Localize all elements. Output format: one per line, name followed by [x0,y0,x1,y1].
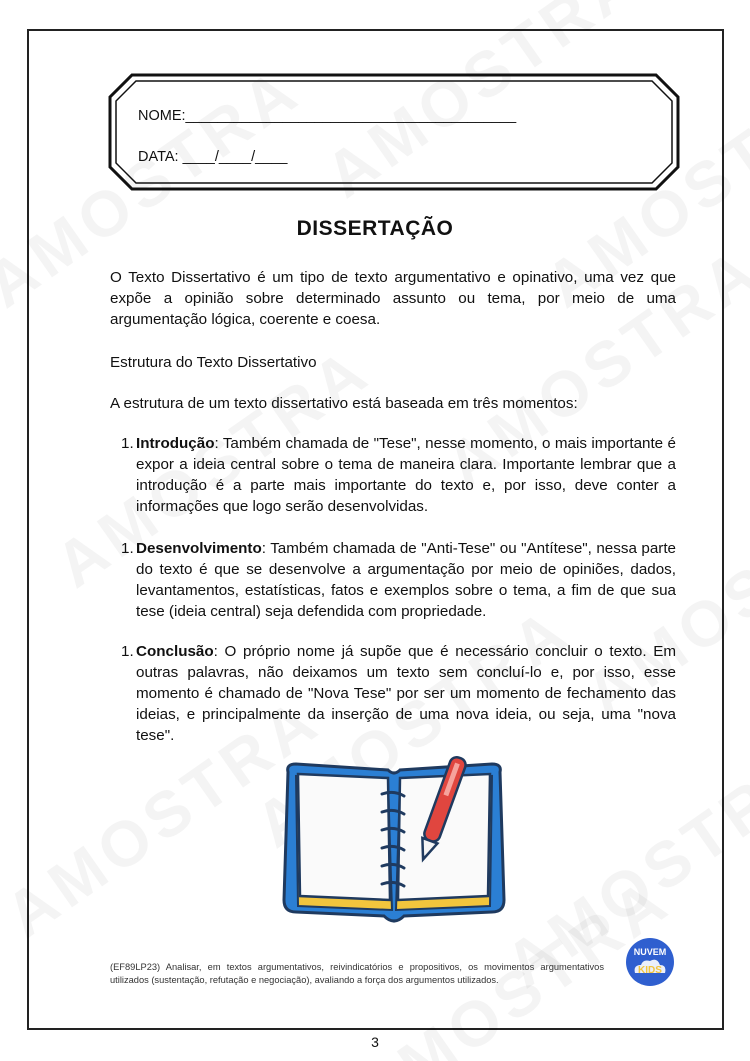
student-info-box [108,73,680,191]
list-item-introducao [110,433,676,517]
list-number: 1. [121,643,134,660]
logo-text-line1: NUVEM [633,947,667,957]
list-text: : O próprio nome já supõe que é necessário concluir o texto. Em outras palavras, não deixamos um texto sem concluí-lo e, por isso, esse momento é chamado de "Nova Tese" por ser um momento de fechamento das ideias, e principalmente da inserção de uma nova ideia, ou seja, uma "nova tese". [136,643,676,744]
intro-paragraph: O Texto Dissertativo é um tipo de texto argumentativo e opinativo, uma vez que expõe a opinião sobre determinado assunto ou tema, por meio de uma argumentação lógica, coerente e coesa. [110,269,676,328]
page-number: 3 [371,1034,379,1050]
list-item-conclusao [110,641,676,746]
list-text: : Também chamada de "Anti-Tese" ou "Antítese", nessa parte do texto é que se desenvolve a argumentação por meio de opiniões, dados, levantamentos, estatísticas, fatos e exemplos sobre o tema, a fim de que sua tese (ideia central) seja defendida com propriedade. [136,540,676,620]
name-field[interactable]: NOME:_________________________________________ [138,108,517,124]
list-number: 1. [121,435,134,452]
notebook-pen-illustration [282,750,506,930]
lead-paragraph: A estrutura de um texto dissertativo está baseada em três momentos: [110,395,578,412]
bncc-skill-note: (EF89LP23) Analisar, em textos argumentativos, reivindicatórios e propositivos, os movimentos argumentativos utilizados (sustentação, refutação e negociação), avaliando a força dos argumentos utilizados. [110,962,604,985]
header-frame [108,73,680,191]
page-title: DISSERTAÇÃO [296,217,454,240]
list-term: Desenvolvimento [136,540,262,557]
list-term: Introdução [136,435,215,452]
list-term: Conclusão [136,643,214,660]
date-field[interactable]: DATA: ____/____/____ [138,149,288,165]
list-item-desenvolvimento [110,538,676,622]
list-number: 1. [121,540,134,557]
nuvem-kids-logo [625,937,675,987]
logo-text-line2: KIDS [638,965,662,976]
list-text: : Também chamada de "Tese", nesse momento, o mais importante é expor a ideia central sobre o tema de maneira clara. Importante lembrar que a introdução é a parte mais importante do texto e, por isso, deve conter a informações que logo serão desenvolvidas. [136,435,676,515]
section-subheading: Estrutura do Texto Dissertativo [110,354,317,371]
